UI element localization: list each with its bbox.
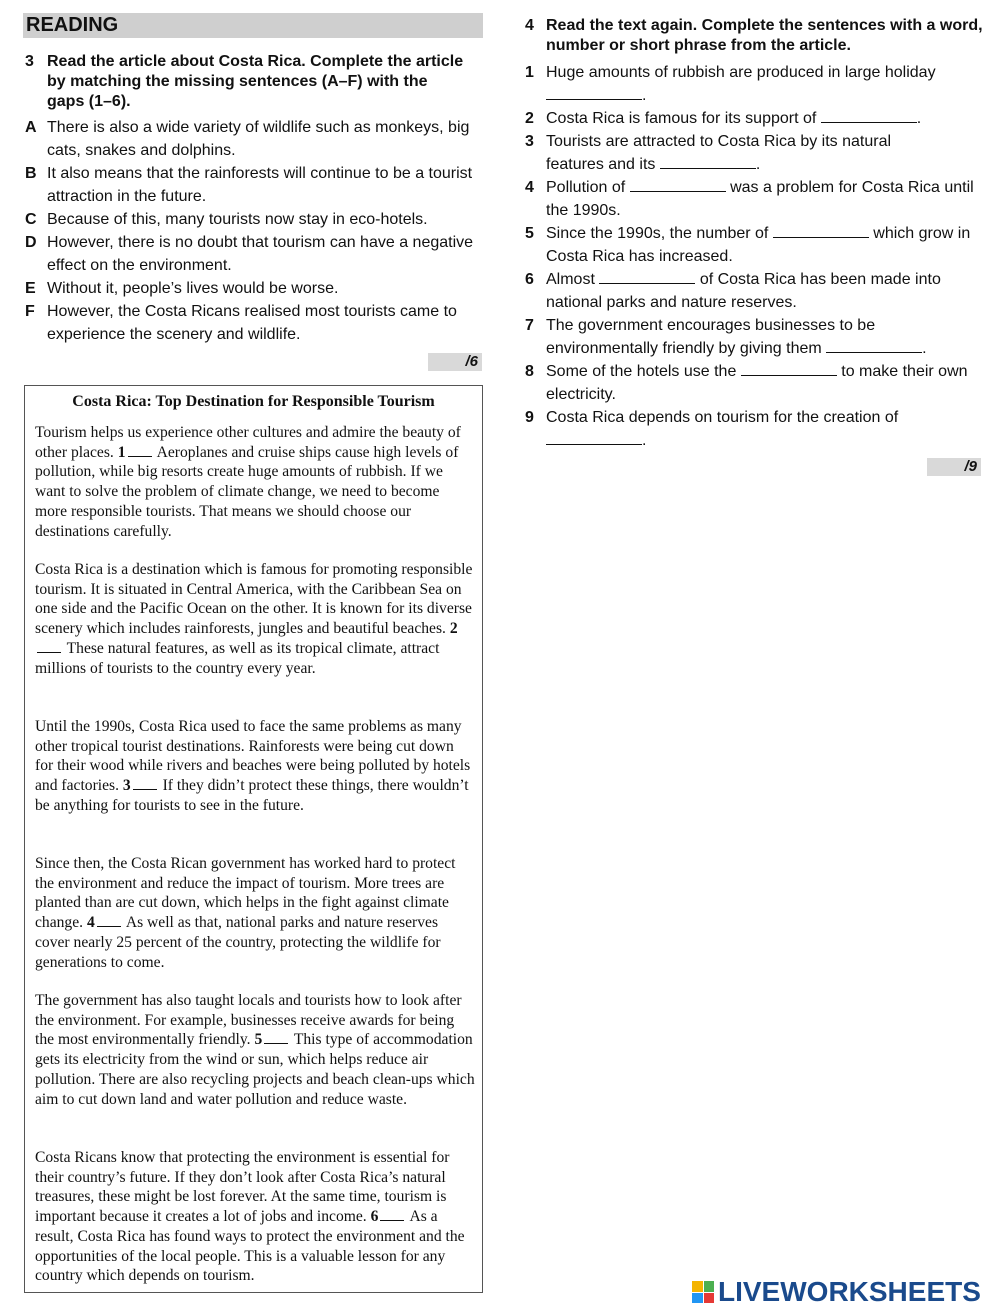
paragraph-text: This type of accommodation gets its electricity from the wind or sun, which helps reduce air pollution. There are also recycling projects and beach clean-ups which aim to cut down land and water pollution and reduce waste. [35,1031,475,1108]
option-c [25,208,485,231]
item-text: which grow in Costa Rica has increased. [546,225,971,265]
item-number: 8 [525,363,534,380]
answer-blank[interactable] [821,108,917,123]
item-number: 3 [525,133,534,150]
q4-instruction: Read the text again. Complete the sentences with a word, number or short phrase from the article. [546,17,983,54]
option-text: However, there is no doubt that tourism can have a negative effect on the environment. [47,234,474,274]
gap-blank[interactable] [264,1031,288,1044]
q3-instruction: Read the article about Costa Rica. Complete the article by matching the missing sentences (A–F) with the gaps (1–6). [47,53,464,110]
option-letter: B [25,165,37,182]
q4-item-2 [525,107,975,130]
article-paragraph-2 [35,560,475,678]
logo-text: LIVEWORKSHEETS [718,1276,981,1307]
gap-number: 6 [370,1208,379,1226]
item-text: Some of the hotels use the [546,363,737,380]
answer-blank[interactable] [741,361,837,376]
q4-item-9 [525,406,975,452]
item-text: to make their own electricity. [546,363,968,403]
item-number: 7 [525,317,534,334]
item-number: 9 [525,409,534,426]
q4-item-5 [525,222,975,268]
item-text: Almost [546,271,595,288]
option-letter: F [25,303,35,320]
logo-square [704,1281,715,1292]
gap-number: 5 [254,1031,263,1049]
option-text: There is also a wide variety of wildlife such as monkeys, big cats, snakes and dolphins. [47,119,470,159]
option-d [25,231,485,277]
paragraph-text: The government has also taught locals and tourists how to look after the environment. For example, businesses receive awards for being the most environmentally friendly. [35,992,462,1049]
article-paragraph-1 [35,423,475,541]
option-text: It also means that the rainforests will continue to be a tourist attraction in the future. [47,165,473,205]
answer-blank[interactable] [599,269,695,284]
item-text: . [755,156,761,173]
item-text: . [922,340,927,357]
option-text: Without it, people’s lives would be worse. [47,280,339,297]
item-number: 2 [525,110,534,127]
item-text: was a problem for Costa Rica until the 1990s. [546,179,974,219]
gap-blank[interactable] [380,1208,404,1221]
gap-number: 3 [122,777,131,795]
gap-blank[interactable] [133,777,157,790]
paragraph-text: Costa Ricans know that protecting the environment is essential for their country’s future. If they don’t look after Costa Rica’s natural treasures, these might be lost forever. At the same time, tourism is important because it creates a lot of jobs and income. [35,1149,450,1226]
section-title-reading: READING [23,13,483,38]
item-text: Costa Rica is famous for its support of [546,110,817,127]
item-text: . [642,87,647,104]
item-text: Since the 1990s, the number of [546,225,769,242]
paragraph-text: Since then, the Costa Rican government has worked hard to protect the environment and reduce the impact of tourism. More trees are planted than are cut down, which helps in the fight against climate change. [35,855,456,932]
q4-item-4 [525,176,975,222]
article-title: Costa Rica: Top Destination for Responsible Tourism [72,393,435,410]
q4-score: /9 [927,458,981,476]
option-text: However, the Costa Ricans realised most tourists came to experience the scenery and wildlife. [47,303,457,343]
q4-item-1 [525,61,975,107]
article-paragraph-4 [35,854,475,972]
option-a [25,116,485,162]
paragraph-text: These natural features, as well as its tropical climate, attract millions of tourists to the country every year. [35,639,440,677]
item-text: The government encourages businesses to be environmentally friendly by giving them [546,317,876,357]
logo-square [692,1293,703,1304]
option-e [25,277,485,300]
item-text: Pollution of [546,179,626,196]
article-paragraph-3 [35,717,475,816]
item-text: Costa Rica depends on tourism for the creation of [546,409,899,426]
liveworksheets-logo[interactable] [692,1275,981,1309]
option-b [25,162,485,208]
paragraph-text: Costa Rica is a destination which is famous for promoting responsible tourism. It is situated in Central America, with the Caribbean Sea on one side and the Pacific Ocean on the other. It is known for its diverse scenery which includes rainforests, jungles and beautiful beaches. [35,561,473,638]
q4-item-8 [525,360,975,406]
logo-mark-icon [692,1281,714,1303]
option-letter: A [25,119,37,136]
q4-item-7 [525,314,975,360]
answer-blank[interactable] [546,85,642,100]
paragraph-text: Aeroplanes and cruise ships cause high levels of pollution, while big resorts create huge amounts of rubbish. If we want to solve the problem of climate change, we need to become more responsible tourists. That means we should choose our destinations carefully. [35,443,459,540]
q4-item-3 [525,130,975,176]
gap-number: 2 [449,620,458,638]
q3-number: 3 [25,53,34,70]
item-number: 6 [525,271,534,288]
item-number: 5 [525,225,534,242]
option-letter: E [25,280,36,297]
paragraph-text: Until the 1990s, Costa Rica used to face the same problems as many other tropical tourist destinations. Rainforests were being cut down for their wood while rivers and beaches were being polluted by hotels and factories. [35,718,471,795]
paragraph-text: As a result, Costa Rica has found ways to protect the environment and the opportunities of the local people. This is a valuable lesson for any country which depends on tourism. [35,1208,465,1285]
option-letter: D [25,234,37,251]
answer-blank[interactable] [660,154,756,169]
q3-score: /6 [428,353,482,371]
answer-blank[interactable] [630,177,726,192]
logo-square [692,1281,703,1292]
gap-number: 4 [86,914,95,932]
answer-blank[interactable] [773,223,869,238]
item-number: 1 [525,64,534,81]
item-number: 4 [525,179,534,196]
q4-number: 4 [525,17,534,34]
option-text: Because of this, many tourists now stay in eco-hotels. [47,211,428,228]
paragraph-text: As well as that, national parks and nature reserves cover nearly 25 percent of the country, protecting the wildlife for generations to come. [35,914,441,971]
gap-blank[interactable] [128,444,152,457]
item-text: Huge amounts of rubbish are produced in large holiday [546,64,936,81]
answer-blank[interactable] [826,338,922,353]
gap-blank[interactable] [37,640,61,653]
article-paragraph-6 [35,1148,475,1286]
gap-number: 1 [117,443,126,461]
paragraph-text: Tourism helps us experience other cultures and admire the beauty of other places. [35,424,461,461]
article-paragraph-5 [35,991,475,1109]
gap-blank[interactable] [97,914,121,927]
logo-square [704,1293,715,1304]
item-text: Tourists are attracted to Costa Rica by its natural features and its [546,133,892,173]
article-box [24,385,483,1293]
answer-blank[interactable] [546,430,642,445]
option-f [25,300,485,346]
item-text: . [916,110,922,127]
option-letter: C [25,211,37,228]
item-text: of Costa Rica has been made into national parks and nature reserves. [546,271,941,311]
paragraph-text: If they didn’t protect these things, there wouldn’t be anything for tourists to see in the future. [35,777,469,814]
q4-item-6 [525,268,975,314]
item-text: . [642,432,647,449]
